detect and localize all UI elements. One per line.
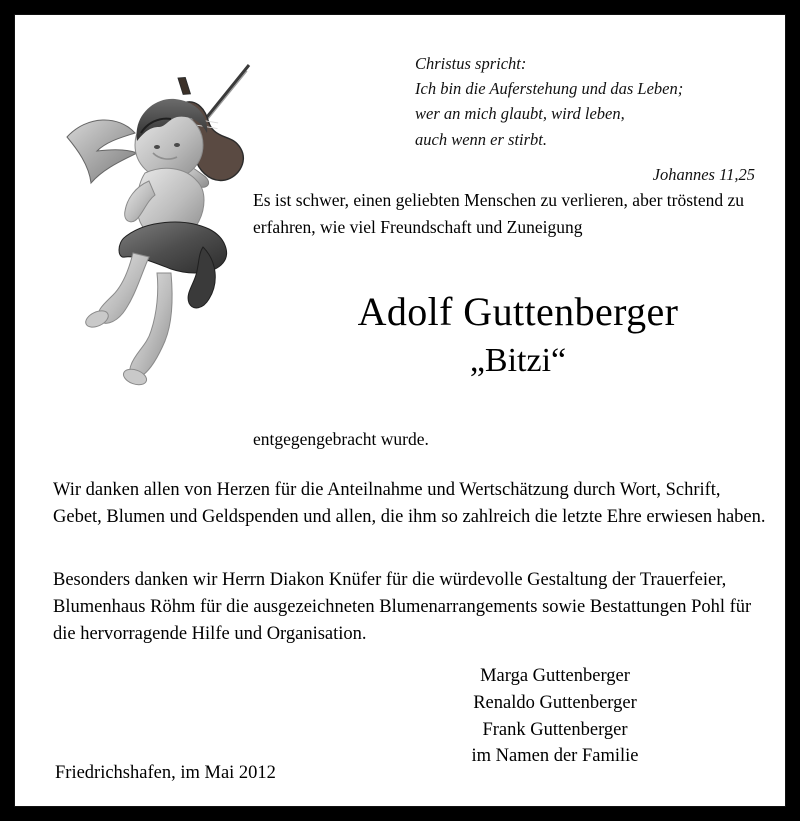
signature-line: Renaldo Guttenberger xyxy=(473,692,637,713)
intro-paragraph: Es ist schwer, einen geliebten Menschen zu verlieren, aber tröstend zu erfahren, wie viel Freundschaft und Zuneigung xyxy=(253,190,745,237)
place-and-date: Friedrichshafen, im Mai 2012 xyxy=(55,763,276,783)
deceased-name-block xyxy=(253,290,783,382)
scripture-reference: Johannes 11,25 xyxy=(652,164,755,184)
obituary-card xyxy=(14,14,786,807)
deceased-name: Adolf Guttenberger xyxy=(357,289,679,334)
signature-line: Frank Guttenberger xyxy=(482,719,628,740)
scripture-block xyxy=(415,51,755,187)
scripture-line-1: Christus spricht: xyxy=(415,54,527,73)
signature-line: im Namen der Familie xyxy=(471,746,639,767)
scripture-line-2: Ich bin die Auferstehung und das Leben; xyxy=(415,79,684,99)
cherub-with-violin-icon xyxy=(53,41,253,391)
signature-block xyxy=(395,663,715,770)
deceased-nickname: „Bitzi“ xyxy=(469,341,567,379)
signature-line: Marga Guttenberger xyxy=(480,666,630,686)
intro-continuation: entgegengebracht wurde. xyxy=(253,429,429,449)
thanks-paragraph-second: Besonders danken wir Herrn Diakon Knüfer für die würdevolle Gestaltung der Trauerfeier, Blumenhaus Röhm für die ausgezeichneten Blumenarrangements sowie Bestattungen Pohl für die hervorragende Hilfe und Organisation. xyxy=(53,570,752,645)
scripture-line-3: wer an mich glaubt, wird leben, xyxy=(415,104,625,124)
scripture-line-4: auch wenn er stirbt. xyxy=(415,129,547,149)
thanks-paragraph-first: Wir danken allen von Herzen für die Anteilnahme und Wertschätzung durch Wort, Schrift, Gebet, Blumen und Geldspenden und allen, die ihm so zahlreich die letzte Ehre erwiesen haben. xyxy=(53,480,766,528)
